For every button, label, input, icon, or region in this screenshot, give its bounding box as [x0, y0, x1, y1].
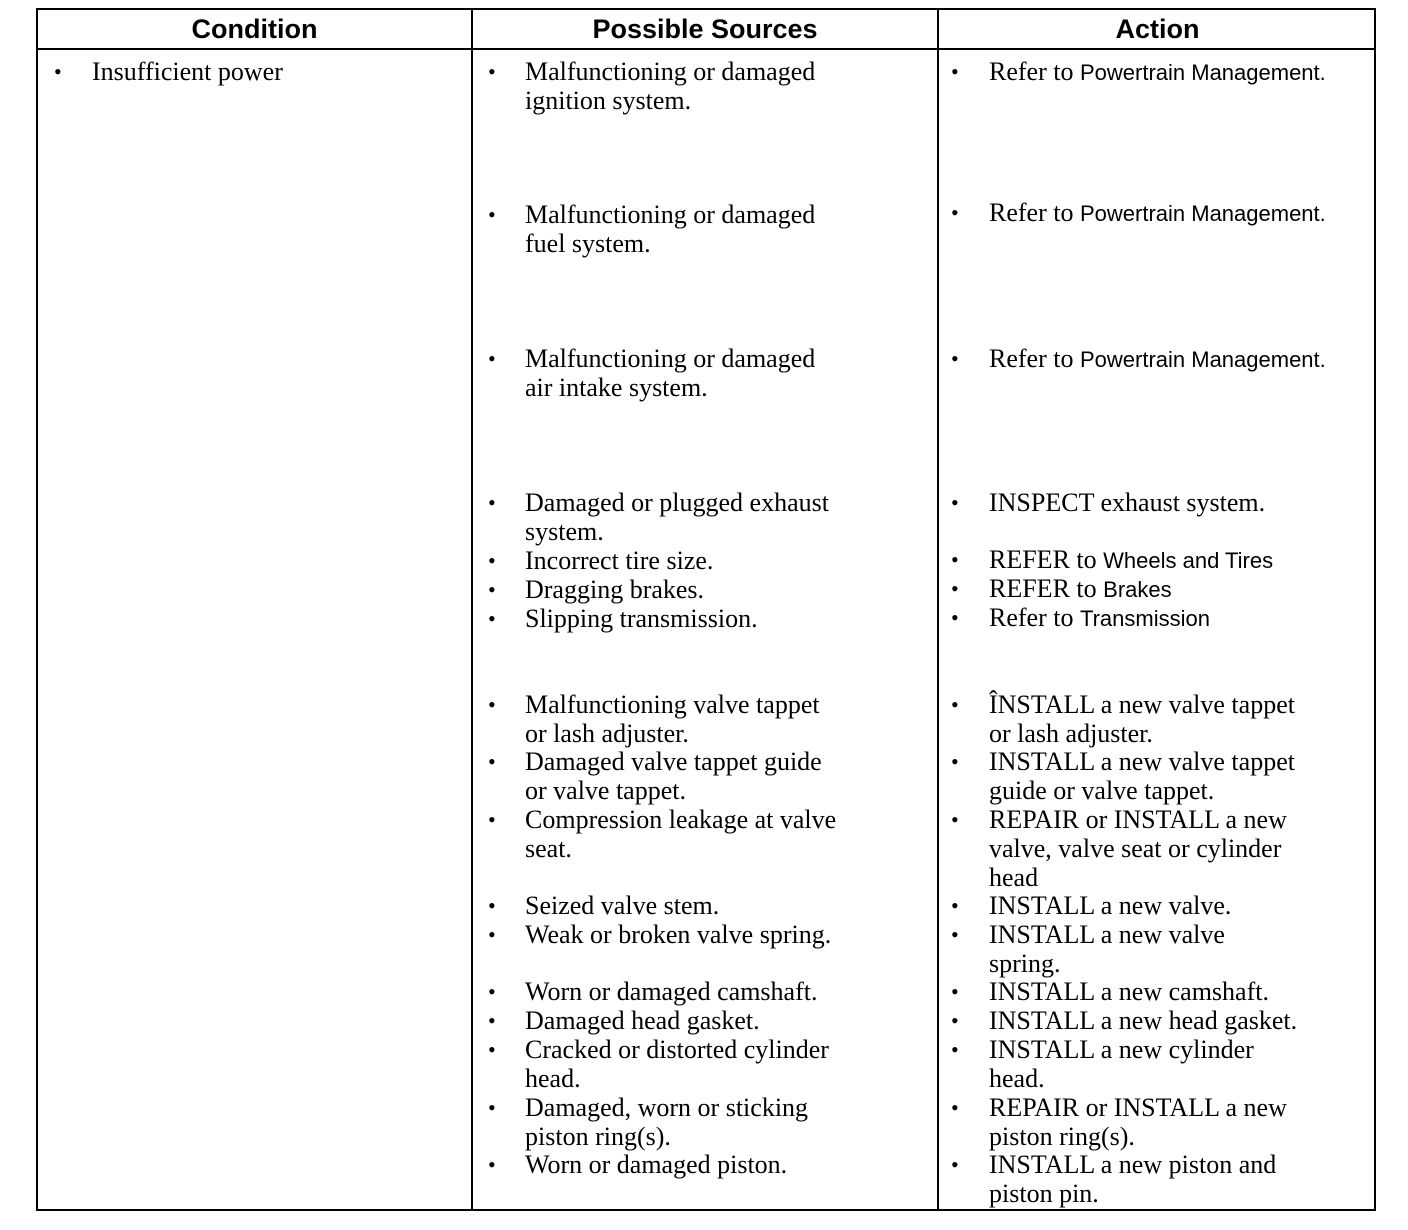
source-item: Damaged, worn or sticking piston ring(s).: [525, 1093, 809, 1151]
bullet-icon: •: [488, 979, 496, 1004]
source-item: Dragging brakes.: [525, 575, 705, 604]
source-item: Cracked or distorted cylinder head.: [525, 1035, 829, 1093]
bullet-icon: •: [951, 893, 959, 918]
bullet-icon: •: [951, 692, 959, 717]
diagnosis-table: [36, 8, 1376, 1211]
header-action: Action: [1115, 14, 1200, 44]
source-item: Worn or damaged piston.: [525, 1150, 788, 1179]
bullet-icon: •: [951, 749, 959, 774]
action-item: [989, 574, 1172, 604]
action-text: INSTALL a new valve tappet guide or valve tappet.: [989, 747, 1295, 805]
source-item: Damaged valve tappet guide or valve tappet.: [525, 747, 822, 805]
header-condition: Condition: [191, 14, 318, 44]
bullet-icon: •: [951, 979, 959, 1004]
condition-text: Insufficient power: [92, 57, 283, 86]
source-item: Malfunctioning or damaged fuel system.: [525, 200, 816, 258]
action-item: [989, 747, 1295, 805]
bullet-icon: •: [951, 1152, 959, 1177]
action-text: Refer to: [989, 344, 1080, 373]
action-item: [989, 545, 1273, 575]
bullet-icon: •: [488, 548, 496, 573]
bullet-icon: •: [488, 922, 496, 947]
bullet-icon: •: [951, 547, 959, 572]
action-text: REPAIR or INSTALL a new valve, valve seat or cylinder head: [989, 805, 1287, 892]
action-reference: Powertrain Management.: [1079, 347, 1326, 372]
bullet-icon: •: [488, 59, 496, 84]
source-item: Malfunctioning or damaged ignition system.: [525, 57, 816, 115]
bullet-icon: •: [951, 346, 959, 371]
bullet-icon: •: [951, 59, 959, 84]
action-reference: Powertrain Management.: [1079, 60, 1326, 85]
action-text: Refer to: [989, 198, 1080, 227]
bullet-icon: •: [488, 346, 496, 371]
source-item: Compression leakage at valve seat.: [525, 805, 837, 863]
bullet-icon: •: [488, 893, 496, 918]
action-item: [989, 920, 1225, 978]
action-text: Refer to: [989, 603, 1080, 632]
bullet-icon: •: [488, 490, 496, 515]
action-item: [989, 1006, 1297, 1035]
bullet-icon: •: [488, 1095, 496, 1120]
source-item: Malfunctioning valve tappet or lash adjuster.: [525, 690, 820, 748]
bullet-icon: •: [951, 1008, 959, 1033]
source-item: Damaged or plugged exhaust system.: [525, 488, 829, 546]
bullet-icon: •: [488, 577, 496, 602]
action-item: [989, 977, 1269, 1006]
action-text: REFER to: [989, 574, 1104, 603]
action-reference: Transmission: [1079, 606, 1210, 631]
action-item: [989, 198, 1326, 228]
action-reference: Powertrain Management.: [1079, 201, 1326, 226]
bullet-icon: •: [951, 605, 959, 630]
bullet-icon: •: [951, 1037, 959, 1062]
source-item: Incorrect tire size.: [525, 546, 714, 575]
action-item: [989, 57, 1326, 87]
bullet-icon: •: [488, 1152, 496, 1177]
action-text: INSTALL a new cylinder head.: [989, 1035, 1254, 1093]
bullet-icon: •: [951, 807, 959, 832]
action-item: [989, 1035, 1254, 1093]
action-text: INSTALL a new valve spring.: [989, 920, 1225, 978]
column-divider: [471, 10, 473, 1209]
action-item: [989, 891, 1231, 920]
header-possible-sources: Possible Sources: [592, 14, 818, 44]
action-text: REFER to: [989, 545, 1104, 574]
action-item: [989, 690, 1295, 748]
bullet-icon: •: [951, 490, 959, 515]
source-item: Worn or damaged camshaft.: [525, 977, 818, 1006]
bullet-icon: •: [488, 692, 496, 717]
action-text: INSTALL a new head gasket.: [989, 1006, 1298, 1035]
source-item: Damaged head gasket.: [525, 1006, 760, 1035]
bullet-icon: •: [951, 922, 959, 947]
source-item: Seized valve stem.: [525, 891, 720, 920]
bullet-icon: •: [488, 1037, 496, 1062]
header-divider: [38, 48, 1374, 50]
action-text: INSTALL a new piston and piston pin.: [989, 1150, 1277, 1208]
action-item: [989, 344, 1326, 374]
bullet-icon: •: [54, 59, 62, 84]
action-reference: Wheels and Tires: [1103, 548, 1274, 573]
action-text: INSTALL a new valve.: [989, 891, 1232, 920]
source-item: Slipping transmission.: [525, 604, 758, 633]
bullet-icon: •: [951, 1095, 959, 1120]
action-text: ÎNSTALL a new valve tappet or lash adjuster.: [989, 690, 1295, 748]
bullet-icon: •: [488, 202, 496, 227]
column-divider: [937, 10, 939, 1209]
action-item: [989, 805, 1287, 892]
action-reference: Brakes: [1103, 577, 1172, 602]
bullet-icon: •: [951, 200, 959, 225]
bullet-icon: •: [488, 1008, 496, 1033]
action-item: [989, 1093, 1287, 1151]
bullet-icon: •: [488, 749, 496, 774]
source-item: Malfunctioning or damaged air intake system.: [525, 344, 816, 402]
action-text: INSTALL a new camshaft.: [989, 977, 1269, 1006]
action-item: [989, 1150, 1276, 1208]
action-text: INSPECT exhaust system.: [989, 488, 1266, 517]
action-item: [989, 603, 1210, 633]
action-text: REPAIR or INSTALL a new piston ring(s).: [989, 1093, 1287, 1151]
action-text: Refer to: [989, 57, 1080, 86]
bullet-icon: •: [488, 606, 496, 631]
bullet-icon: •: [488, 807, 496, 832]
action-item: [989, 488, 1265, 517]
source-item: Weak or broken valve spring.: [525, 920, 832, 949]
bullet-icon: •: [951, 576, 959, 601]
